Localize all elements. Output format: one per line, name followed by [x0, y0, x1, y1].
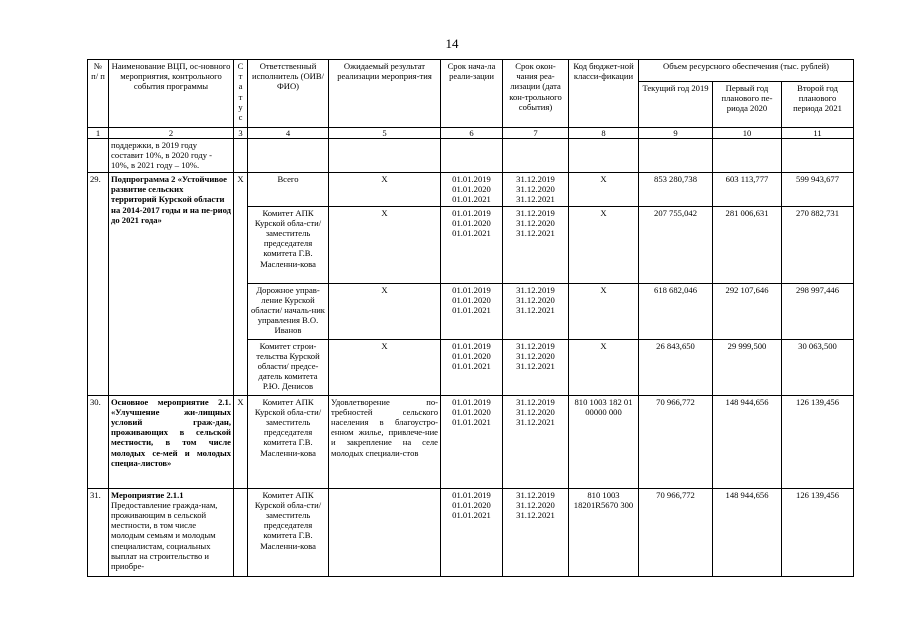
cell-2021: 599 943,677: [782, 173, 854, 207]
col-number: 6: [441, 128, 503, 139]
header-2020: Первый год планового пе-риода 2020: [713, 82, 782, 128]
cell-start: 01.01.2019 01.01.2020 01.01.2021: [441, 173, 503, 207]
header-responsible: Ответственный исполнитель (ОИВ/ФИО): [248, 60, 329, 128]
cell-start: 01.01.2019 01.01.2020 01.01.2021: [441, 339, 503, 395]
cell-result: [329, 488, 441, 576]
cell-code: Х: [569, 206, 639, 283]
cell-responsible: Комитет АПК Курской обла-сти/заместитель председателя комитета Г.В. Масленни-кова: [248, 395, 329, 488]
cell-2019: 70 966,772: [639, 395, 713, 488]
cell-name-text: Предоставление гражда-нам, проживающим в сельской местности, в том числе молодым семьям и молодым специалистам, социальных выплат на строительство и приобре-: [111, 499, 218, 572]
cell-name: Основное мероприятие 2.1. «Улучшение жи-лищных условий граж-дан, проживающих в сельской местности, в том числе молодых се-мей и молодых специа-листов»: [109, 395, 234, 488]
cell-end: 31.12.2019 31.12.2020 31.12.2021: [503, 488, 569, 576]
header-start: Срок нача-ла реали-зации: [441, 60, 503, 128]
cell-responsible: Комитет строи-тельства Курской области/ предсе-датель комитета Р.Ю. Денисов: [248, 339, 329, 395]
cell-start: 01.01.2019 01.01.2020 01.01.2021: [441, 283, 503, 339]
cell-num: 29.: [88, 173, 109, 396]
cell-2020: 281 006,631: [713, 206, 782, 283]
cell-status: [234, 488, 248, 576]
cell-result: Удовлетворение по-требностей сельского населения в благоустро-енном жилье, привлече-ние и закрепление на селе молодых специали-стов: [329, 395, 441, 488]
cell-status: Х: [234, 173, 248, 396]
col-number: 8: [569, 128, 639, 139]
cell-name: поддержки, в 2019 году составит 10%, в 2020 году - 10%, в 2021 году – 10%.: [109, 139, 234, 173]
cell-responsible: Всего: [248, 173, 329, 207]
cell-2019: 70 966,772: [639, 488, 713, 576]
cell-start: 01.01.2019 01.01.2020 01.01.2021: [441, 206, 503, 283]
table-row: [88, 173, 854, 207]
cell-name-title: Мероприятие 2.1.1: [111, 489, 184, 500]
col-number: 1: [88, 128, 109, 139]
cell-2020: 603 113,777: [713, 173, 782, 207]
cell-2021: 30 063,500: [782, 339, 854, 395]
cell-2020: 148 944,656: [713, 395, 782, 488]
column-numbers-row: [88, 128, 854, 139]
header-name: Наименование ВЦП, ос-новного мероприятия, контрольного события программы: [109, 60, 234, 128]
header-2021: Второй год планового периода 2021: [782, 82, 854, 128]
cell-responsible: Комитет АПК Курской обла-сти/заместитель председателя комитета Г.В. Масленни-кова: [248, 206, 329, 283]
cell-end: 31.12.2019 31.12.2020 31.12.2021: [503, 339, 569, 395]
header-result: Ожидаемый результат реализации мероприя-тия: [329, 60, 441, 128]
header-volume: Объем ресурсного обеспечения (тыс. рублей): [639, 60, 854, 82]
cell-result: Х: [329, 339, 441, 395]
cell-2020: 29 999,500: [713, 339, 782, 395]
cell-result: Х: [329, 283, 441, 339]
cell-responsible: Комитет АПК Курской обла-сти/заместитель председателя комитета Г.В. Масленни-кова: [248, 488, 329, 576]
table-row: [88, 488, 854, 576]
cell-end: 31.12.2019 31.12.2020 31.12.2021: [503, 395, 569, 488]
header-code: Код бюджет-ной класси-фикации: [569, 60, 639, 128]
cell-2021: 126 139,456: [782, 395, 854, 488]
cell-num: 30.: [88, 395, 109, 488]
cell-code: 810 1003 182 01 00000 000: [569, 395, 639, 488]
cell-2019: 26 843,650: [639, 339, 713, 395]
cell-name: [109, 488, 234, 576]
header-status: С т а т у с: [234, 60, 248, 128]
table-row: [88, 395, 854, 488]
cell-2019: 853 280,738: [639, 173, 713, 207]
col-number: 5: [329, 128, 441, 139]
resource-table: [87, 59, 854, 577]
col-number: 9: [639, 128, 713, 139]
page-number: 14: [445, 36, 459, 51]
col-number: 2: [109, 128, 234, 139]
table-row: [88, 139, 854, 173]
header-num: № п/ п: [88, 60, 109, 128]
col-number: 3: [234, 128, 248, 139]
cell-result: Х: [329, 206, 441, 283]
col-number: 10: [713, 128, 782, 139]
cell-code: Х: [569, 173, 639, 207]
cell-2021: 126 139,456: [782, 488, 854, 576]
cell-responsible: Дорожное управ-ление Курской области/ началь-ник управления В.О. Иванов: [248, 283, 329, 339]
cell-code: 810 1003 18201R5670 300: [569, 488, 639, 576]
cell-2019: 618 682,046: [639, 283, 713, 339]
cell-end: 31.12.2019 31.12.2020 31.12.2021: [503, 206, 569, 283]
cell-2020: 148 944,656: [713, 488, 782, 576]
header-2019: Текущий год 2019: [639, 82, 713, 128]
cell-2019: 207 755,042: [639, 206, 713, 283]
cell-num: 31.: [88, 488, 109, 576]
cell-start: 01.01.2019 01.01.2020 01.01.2021: [441, 395, 503, 488]
cell-end: 31.12.2019 31.12.2020 31.12.2021: [503, 173, 569, 207]
col-number: 11: [782, 128, 854, 139]
cell-name: Подпрограмма 2 «Устойчивое развитие сельских территорий Курской области на 2014-2017 годы и на пе-риод до 2021 года»: [109, 173, 234, 396]
cell-2021: 298 997,446: [782, 283, 854, 339]
cell-2020: 292 107,646: [713, 283, 782, 339]
cell-end: 31.12.2019 31.12.2020 31.12.2021: [503, 283, 569, 339]
cell-result: Х: [329, 173, 441, 207]
cell-code: Х: [569, 283, 639, 339]
cell-code: Х: [569, 339, 639, 395]
cell-status: Х: [234, 395, 248, 488]
header-end: Срок окон-чания реа-лизации (дата кон-трольного события): [503, 60, 569, 128]
col-number: 7: [503, 128, 569, 139]
col-number: 4: [248, 128, 329, 139]
cell-2021: 270 882,731: [782, 206, 854, 283]
cell-start: 01.01.2019 01.01.2020 01.01.2021: [441, 488, 503, 576]
